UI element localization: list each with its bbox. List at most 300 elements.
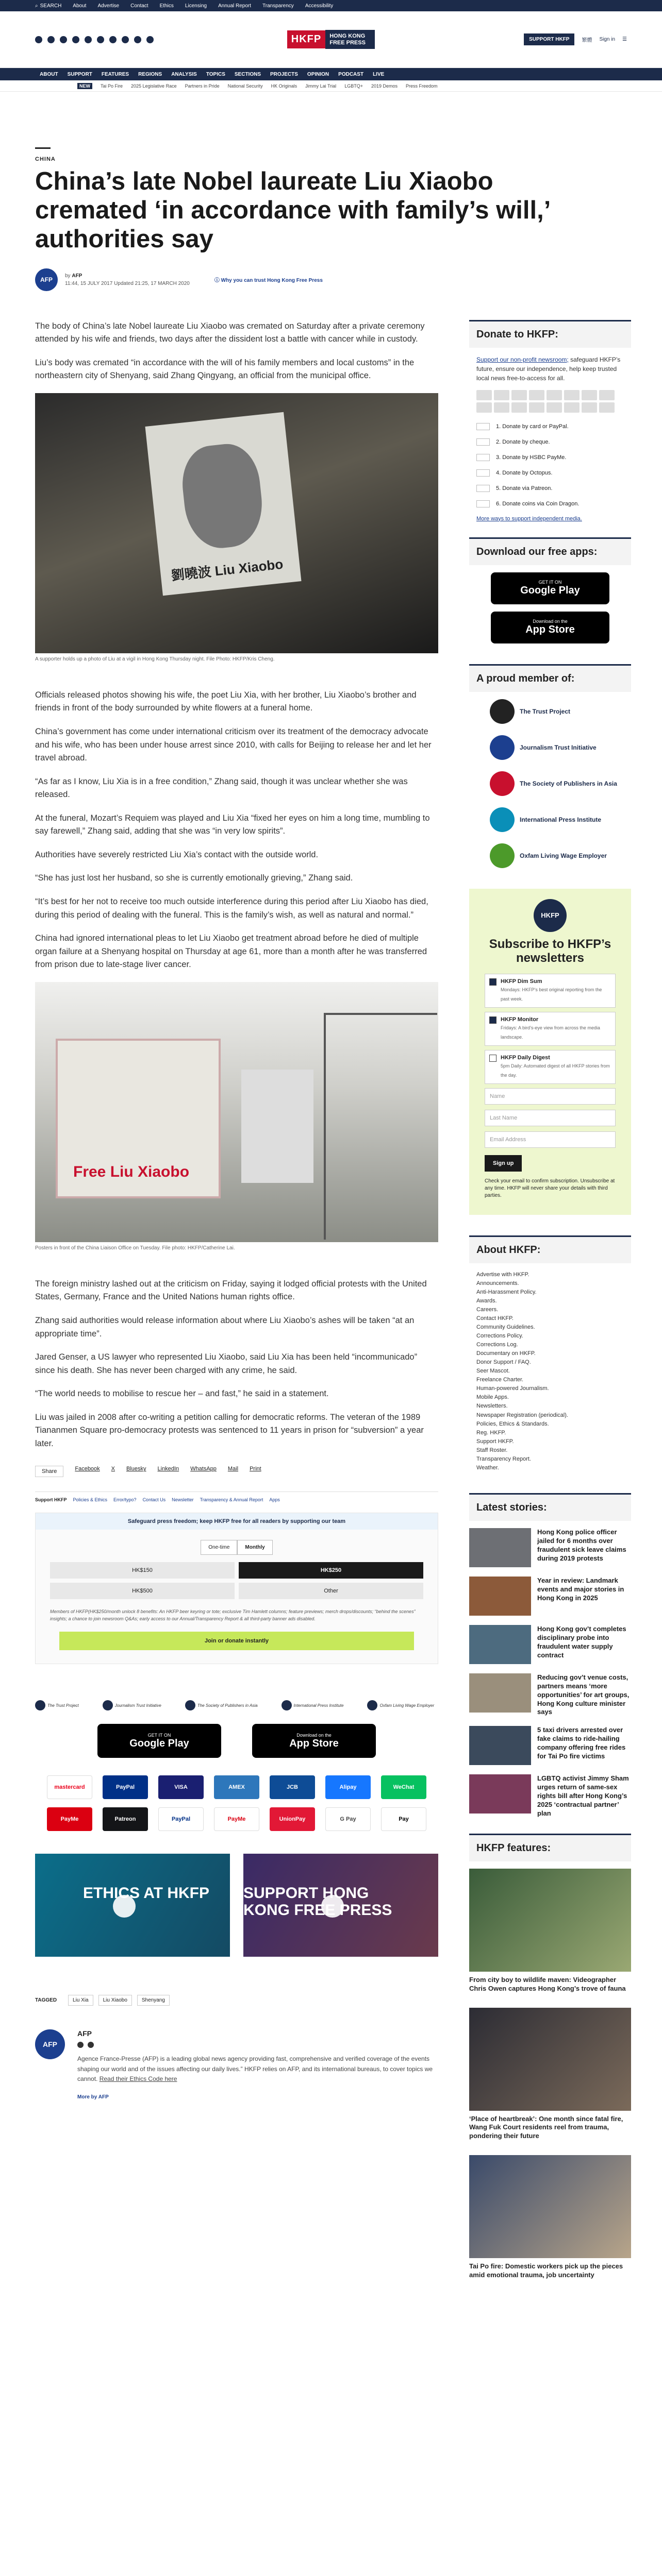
donate-method[interactable] — [476, 469, 631, 477]
member-name: The Trust Project — [520, 707, 571, 715]
portrait — [145, 412, 301, 596]
nav-analysis[interactable]: ANALYSIS — [171, 71, 197, 77]
about-link[interactable]: Careers. — [476, 1306, 499, 1313]
partner-icon — [282, 1700, 292, 1710]
payme-icon: PayMe — [214, 1807, 259, 1831]
site-logo[interactable] — [241, 30, 421, 48]
about-link[interactable]: Community Guidelines. — [476, 1324, 535, 1331]
story-thumb[interactable] — [469, 1528, 531, 1567]
sidebar-card-logos — [476, 390, 631, 413]
card-icon — [564, 390, 580, 400]
about-link[interactable]: Seer Mascot. — [476, 1368, 510, 1375]
paypal-icon: PayPal — [103, 1775, 148, 1799]
newsletter-option-desc: 5pm Daily: Automated digest of all HKFP stories from the day. — [501, 1063, 610, 1078]
youtube-icon[interactable] — [85, 36, 92, 43]
story-item[interactable] — [469, 1625, 631, 1664]
article-photo-posters — [35, 982, 438, 1242]
byline-meta — [65, 272, 190, 287]
card-icon — [494, 402, 509, 413]
amount-options — [50, 1562, 423, 1599]
nav-support[interactable]: SUPPORT — [67, 71, 92, 77]
util-licensing[interactable]: Licensing — [185, 3, 207, 9]
x-icon[interactable] — [88, 2042, 94, 2048]
article-body — [35, 320, 438, 2294]
about-link[interactable]: Freelance Charter. — [476, 1377, 524, 1383]
share-button[interactable]: Share — [35, 1466, 63, 1477]
card-icon — [494, 390, 509, 400]
newsletter-option-desc: Fridays: A bird’s-eye view from across the media landscape. — [501, 1025, 600, 1040]
paragraph: Officials released photos showing his wife, the poet Liu Xia, with her brother, Liu Xiaobo’s brother and friends in front of the body surrounded by white flowers at a funeral home. — [35, 690, 417, 713]
member-name: The Society of Publishers in Asia — [520, 779, 617, 787]
unionpay-icon: UnionPay — [270, 1807, 315, 1831]
paragraph: At the funeral, Mozart’s Requiem was played and Liu Xia “fixed her eyes on him a long time, mumbling to say farewell,” Zhang said, adding that she was “in very low spirits”. — [35, 813, 430, 836]
share-x[interactable]: X — [111, 1466, 115, 1472]
about-link[interactable]: Staff Roster. — [476, 1447, 508, 1453]
subnav-item[interactable]: HK Originals — [271, 83, 297, 89]
feature-item[interactable] — [469, 1869, 631, 1993]
about-link[interactable]: Human-powered Journalism. — [476, 1385, 549, 1392]
author-avatar[interactable]: AFP — [35, 268, 58, 291]
about-link[interactable]: Mobile Apps. — [476, 1394, 509, 1401]
story-headline[interactable]: LGBTQ activist Jimmy Sham urges return of same-sex rights bill after Hong Kong’s 2025 ‘contractual partner’ plan — [537, 1774, 629, 1817]
sopa-icon — [490, 771, 515, 796]
feature-headline[interactable]: Tai Po fire: Domestic workers pick up the pieces amid emotional trauma, job uncertainty — [469, 2262, 623, 2279]
promo-title: SUPPORT HONG KONG FREE PRESS — [243, 1885, 392, 1919]
amount-option-selected[interactable]: HK$250 — [239, 1562, 423, 1579]
about-link[interactable]: Corrections Policy. — [476, 1333, 523, 1340]
donate-method[interactable] — [476, 485, 631, 492]
join-donate-button[interactable]: Join or donate instantly — [59, 1632, 414, 1650]
member-logo[interactable] — [490, 735, 631, 760]
patreon-icon: Patreon — [103, 1807, 148, 1831]
promo-title: ETHICS AT HKFP — [83, 1885, 209, 1902]
trust-project-icon — [490, 699, 515, 724]
checkbox-checked[interactable] — [489, 1016, 496, 1024]
nav-live[interactable]: LIVE — [373, 71, 385, 77]
paragraph: Liu’s body was cremated “in accordance with the will of his family members and local customs” in the northeastern city of Shenyang, said Zhang Qingyang, an official from the municipal office. — [35, 358, 415, 381]
poster-text: Free Liu Xiaobo — [73, 1163, 190, 1180]
feature-thumb[interactable] — [469, 1869, 631, 1972]
story-thumb[interactable] — [469, 1774, 531, 1814]
about-link[interactable]: Anti-Harassment Policy. — [476, 1289, 537, 1295]
photo-caption: Posters in front of the China Liaison Office on Tuesday. File photo: HKFP/Catherine Lai. — [35, 1245, 235, 1251]
badge-small: GET IT ON — [538, 580, 562, 585]
signup-note: Check your email to confirm subscription. Unsubscribe at any time. HKFP will never share your details with third parties. — [485, 1178, 615, 1198]
policy-link[interactable]: Policies & Ethics — [73, 1497, 108, 1503]
about-link[interactable]: Newsletters. — [476, 1403, 508, 1410]
paragraph: Jared Genser, a US lawyer who represented Liu Xiaobo, said Liu Xia has been held “incommunicado” since his death. She has never been charged with any crime, he said. — [35, 1352, 418, 1375]
card-icon — [476, 390, 492, 400]
member-logos — [490, 699, 631, 868]
oxfam-icon — [490, 843, 515, 868]
paragraph: Liu was jailed in 2008 after co-writing a petition calling for democratic reforms. The veteran of the 1989 Tiananmen Square pro-democracy protests was sentenced to 11 years in prison for “subversion” a year later. — [35, 1412, 424, 1448]
donate-method[interactable] — [476, 454, 631, 461]
about-link[interactable]: Transparency Report. — [476, 1455, 531, 1462]
story-thumb[interactable] — [469, 1577, 531, 1616]
article-kicker[interactable]: CHINA — [35, 156, 56, 162]
donate-method-label: 5. Donate via Patreon. — [496, 485, 553, 492]
jti-icon — [490, 735, 515, 760]
checkbox[interactable] — [489, 1055, 496, 1062]
paragraph: China’s government has come under international criticism over its treatment of the democracy advocate and his wife, who has been under house arrest since 2010, with calls for Beijing to release her and let her travel abroad. — [35, 726, 432, 763]
paragraph: The body of China’s late Nobel laureate Liu Xiaobo was cremated on Saturday after a private ceremony attended by his wife and friends, two days after the dissident lost a battle with cancer while in custody. — [35, 321, 425, 344]
card-icon — [511, 390, 527, 400]
signin-link[interactable]: Sign in — [599, 37, 616, 42]
badge-small: GET IT ON — [147, 1732, 171, 1738]
sidebar-donate-title: Donate to HKFP: — [469, 320, 631, 348]
about-link[interactable]: Awards. — [476, 1297, 497, 1304]
badge-big: Google Play — [129, 1737, 189, 1749]
features-title: HKFP features: — [469, 1834, 631, 1861]
nav-regions[interactable]: REGIONS — [138, 71, 162, 77]
tags-label: TAGGED — [35, 1997, 57, 2004]
partner-logo[interactable] — [185, 1700, 258, 1710]
social-links — [35, 36, 241, 43]
paragraph: “It’s best for her not to receive too much outside interference during this period after Liu Xiaobo has died, during this period of dealing with the funeral. This is the family’s wish, as well as natural and normal.” — [35, 897, 428, 920]
newsletter-option[interactable] — [485, 1050, 616, 1084]
globe-icon[interactable] — [77, 2042, 84, 2048]
about-link[interactable]: Reg. HKFP. — [476, 1429, 506, 1436]
partner-icon — [35, 1700, 45, 1710]
support-hkfp-button[interactable]: SUPPORT HKFP — [524, 33, 574, 45]
feature-headline[interactable]: ‘Place of heartbreak’: One month since fatal fire, Wang Fuk Court residents reel from trauma, pondering their future — [469, 2114, 623, 2140]
nav-features[interactable]: FEATURES — [101, 71, 129, 77]
donate-method[interactable] — [476, 500, 631, 507]
feature-thumb[interactable] — [469, 2008, 631, 2111]
logo-words: HONG KONG FREE PRESS — [325, 30, 375, 48]
paragraph: The foreign ministry lashed out at the criticism on Friday, saying it lodged official protests with the United States, Germany, France and the United Nations human rights office. — [35, 1279, 427, 1302]
header-actions — [421, 33, 627, 45]
author-box-avatar[interactable]: AFP — [35, 2029, 65, 2059]
partner-icon — [103, 1700, 113, 1710]
story-item[interactable] — [469, 1774, 631, 1818]
linkedin-icon[interactable] — [134, 36, 141, 43]
partner-logo[interactable] — [103, 1700, 161, 1710]
jcb-icon: JCB — [270, 1775, 315, 1799]
story-item[interactable] — [469, 1673, 631, 1717]
util-search[interactable] — [35, 3, 61, 9]
badge-small: Download on the — [533, 619, 568, 624]
app-store-badge[interactable] — [252, 1724, 376, 1758]
sidebar-donate-intro — [476, 355, 631, 383]
member-name: Oxfam Living Wage Employer — [520, 852, 607, 859]
badge-small: Download on the — [296, 1732, 332, 1738]
card-icon — [529, 402, 544, 413]
donate-method-label: 4. Donate by Octopus. — [496, 469, 553, 476]
policy-link[interactable]: Contact Us — [142, 1497, 166, 1503]
story-thumb[interactable] — [469, 1726, 531, 1765]
partner-name: Journalism Trust Initiative — [114, 1703, 161, 1708]
partner-logos — [35, 1700, 438, 1710]
donate-inner — [36, 1530, 438, 1664]
google-play-badge[interactable] — [491, 572, 609, 604]
story-thumb[interactable] — [469, 1673, 531, 1713]
portrait-text: 劉曉波 Liu Xiaobo — [170, 556, 284, 584]
member-logo[interactable] — [490, 771, 631, 796]
donate-method[interactable] — [476, 438, 631, 446]
byline-author[interactable]: AFP — [72, 273, 82, 279]
article-photo-vigil — [35, 393, 438, 653]
partner-name: International Press Institute — [293, 1703, 344, 1708]
subnav-item[interactable]: Press Freedom — [405, 83, 438, 89]
member-logo[interactable] — [490, 807, 631, 832]
app-badges — [35, 1724, 438, 1758]
freq-monthly[interactable]: Monthly — [237, 1540, 272, 1555]
promo-support[interactable] — [243, 1854, 438, 1957]
tag[interactable]: Liu Xiaobo — [98, 1995, 132, 2006]
author-socials — [77, 2042, 438, 2048]
share-print[interactable]: Print — [250, 1466, 261, 1472]
latest-title: Latest stories: — [469, 1493, 631, 1521]
mastercard-icon: mastercard — [47, 1775, 92, 1799]
payme-icon: PayMe — [47, 1807, 92, 1831]
util-about[interactable]: About — [73, 3, 87, 9]
railing — [324, 1013, 437, 1240]
nav-podcast[interactable]: PODCAST — [338, 71, 364, 77]
signup-button[interactable]: Sign up — [485, 1155, 522, 1172]
kicker-rule — [35, 147, 51, 149]
payme-icon — [476, 454, 490, 461]
promo-ethics[interactable] — [35, 1854, 230, 1957]
about-link[interactable]: Advertise with HKFP. — [476, 1271, 529, 1278]
story-headline[interactable]: Reducing gov’t venue costs, partners means ‘more opportunities’ for art groups, Hong Kong culture minister says — [537, 1673, 630, 1716]
story-item[interactable] — [469, 1726, 631, 1765]
sidebar — [469, 320, 631, 2294]
promo-videos — [35, 1854, 438, 1957]
trust-link-label: Why you can trust Hong Kong Free Press — [221, 278, 323, 284]
article-header — [0, 92, 662, 291]
subnav-item[interactable]: 2019 Demos — [371, 83, 398, 89]
share-linkedin[interactable]: LinkedIn — [157, 1466, 179, 1472]
sub-nav — [0, 80, 662, 92]
about-link[interactable]: Weather. — [476, 1464, 499, 1471]
share-mail[interactable]: Mail — [227, 1466, 239, 1472]
portrait-face — [178, 441, 266, 552]
freq-one-time[interactable]: One-time — [201, 1540, 237, 1555]
member-logo[interactable] — [490, 843, 631, 868]
policy-support[interactable]: Support HKFP — [35, 1497, 67, 1503]
app-store-badge[interactable] — [491, 612, 609, 643]
about-link[interactable]: Donor Support / FAQ. — [476, 1359, 531, 1366]
about-link[interactable]: Newspaper Registration (periodical). — [476, 1412, 568, 1418]
badge-big: Google Play — [520, 585, 580, 597]
byline-by: by — [65, 273, 71, 279]
last-name-field[interactable]: Last Name — [485, 1110, 616, 1126]
trust-link[interactable]: ⓘ Why you can trust Hong Kong Free Press — [214, 278, 323, 284]
paragraph: “The world needs to mobilise to rescue her – and fast,” he said in a statement. — [35, 1389, 329, 1399]
policy-links — [35, 1492, 438, 1502]
sidebar-member-title: A proud member of: — [469, 664, 631, 692]
about-link[interactable]: Contact HKFP. — [476, 1315, 514, 1321]
sidebar-about-title: About HKFP: — [469, 1235, 631, 1263]
partner-logo[interactable] — [35, 1700, 79, 1710]
paragraph: “As far as I know, Liu Xia is in a free condition,” Zhang said, though it was unclear whether she was released. — [35, 776, 408, 800]
threads-icon[interactable] — [72, 36, 79, 43]
story-headline[interactable]: Hong Kong gov’t completes disciplinary probe into fraudulent water supply contract — [537, 1624, 626, 1659]
util-advertise[interactable]: Advertise — [97, 3, 120, 9]
partner-icon — [367, 1700, 377, 1710]
author-bio — [77, 2054, 438, 2084]
author-box — [35, 2029, 438, 2100]
name-field[interactable]: Name — [485, 1088, 616, 1105]
email-field[interactable]: Email Address — [485, 1131, 616, 1148]
newsletter-option[interactable] — [485, 1012, 616, 1046]
more-by-author[interactable]: More by AFP — [77, 2094, 109, 2100]
frequency-toggle — [50, 1540, 423, 1555]
poster-banner — [56, 1039, 221, 1198]
paypal-icon: PayPal — [158, 1807, 204, 1831]
partner-icon — [185, 1700, 195, 1710]
more-ways-link[interactable]: More ways to support independent media. — [476, 515, 582, 522]
nav-projects[interactable]: PROJECTS — [270, 71, 298, 77]
share-whatsapp[interactable]: WhatsApp — [190, 1466, 217, 1472]
card-icon — [599, 402, 615, 413]
author-ethics-link[interactable]: Read their Ethics Code here — [99, 2075, 177, 2082]
util-search-label: SEARCH — [40, 3, 62, 9]
policy-link[interactable]: Transparency & Annual Report — [200, 1497, 263, 1503]
visa-icon: VISA — [158, 1775, 204, 1799]
about-link[interactable]: Policies, Ethics & Standards. — [476, 1420, 549, 1427]
paragraph: China had ignored international pleas to let Liu Xiaobo get treatment abroad before he died of multiple organ failure at a Shenyang hospital on Thursday at age 61, more than a month after he was transferred from prison due to late-stage liver cancer. — [35, 934, 427, 970]
logo-mark: HKFP — [287, 30, 325, 48]
card-icon — [476, 402, 492, 413]
util-annual-report[interactable]: Annual Report — [218, 3, 252, 9]
story-headline[interactable]: Year in review: Landmark events and major stories in Hong Kong in 2025 — [537, 1576, 624, 1602]
share-bluesky[interactable]: Bluesky — [126, 1466, 146, 1472]
amex-icon: AMEX — [214, 1775, 259, 1799]
site-header — [0, 11, 662, 68]
telegram-icon[interactable] — [109, 36, 117, 43]
subnav-item[interactable]: Jimmy Lai Trial — [305, 83, 337, 89]
coin-icon — [476, 500, 490, 507]
policy-link[interactable]: Newsletter — [172, 1497, 194, 1503]
newsletter-option-desc: Mondays: HKFP’s best original reporting from the past week. — [501, 987, 602, 1002]
donate-method[interactable] — [476, 423, 631, 430]
card-icon — [599, 390, 615, 400]
donate-method-label: 6. Donate coins via Coin Dragon. — [496, 500, 580, 507]
member-logo[interactable] — [490, 699, 631, 724]
checkbox-checked[interactable] — [489, 978, 496, 986]
newsletter-option[interactable] — [485, 974, 616, 1008]
story-item[interactable] — [469, 1577, 631, 1616]
nav-topics[interactable]: TOPICS — [206, 71, 225, 77]
util-accessibility[interactable]: Accessibility — [305, 3, 334, 9]
subnav-item[interactable]: Tai Po Fire — [101, 83, 123, 89]
article-tags — [35, 1995, 438, 2006]
google-pay-icon: G Pay — [325, 1807, 371, 1831]
donate-method-label: 1. Donate by card or PayPal. — [496, 423, 569, 430]
amount-option[interactable]: HK$500 — [50, 1583, 235, 1599]
amount-other-input[interactable]: Other — [239, 1583, 423, 1599]
nav-sections[interactable]: SECTIONS — [234, 71, 261, 77]
donate-intro-link[interactable]: Support our non-profit newsroom; — [476, 355, 569, 363]
util-transparency[interactable]: Transparency — [262, 3, 294, 9]
menu-icon[interactable]: ☰ — [622, 37, 627, 42]
donate-note: Members of HKFP(HK$250/month unlock 8 benefits: An HKFP beer keyring or tote; exclusive Tim Hamlett columns; feature previews; merch drops/discounts; “behind the scenes” insights; a chance to join newsroom Q&As; early access to our Annual/Transparency Report & all third-party banner ads disabled. — [50, 1609, 416, 1621]
partner-logo[interactable] — [282, 1700, 344, 1710]
donate-widget — [35, 1513, 438, 1664]
google-play-badge[interactable] — [97, 1724, 221, 1758]
paragraph: “She has just lost her husband, so she is currently emotionally grieving,” Zhang said. — [35, 873, 353, 883]
feature-item[interactable] — [469, 2008, 631, 2141]
story-item[interactable] — [469, 1528, 631, 1567]
x-icon[interactable] — [47, 36, 55, 43]
nav-about[interactable]: ABOUT — [40, 71, 58, 77]
bluesky-icon[interactable] — [122, 36, 129, 43]
about-links — [476, 1270, 631, 1472]
donate-method-label: 3. Donate by HSBC PayMe. — [496, 454, 567, 461]
feature-thumb[interactable] — [469, 2155, 631, 2258]
partner-name: Oxfam Living Wage Employer — [379, 1703, 435, 1708]
share-facebook[interactable]: Facebook — [75, 1466, 100, 1472]
article-title: China’s late Nobel laureate Liu Xiaobo cremated ‘in accordance with family’s will,’ authorities say — [35, 167, 550, 253]
about-link[interactable]: Announcements. — [476, 1280, 519, 1286]
story-headline[interactable]: Hong Kong police officer jailed for 6 months over fraudulent sick leave claims during 2019 protests — [537, 1528, 626, 1562]
policy-link[interactable]: Apps — [269, 1497, 280, 1503]
partner-logo[interactable] — [367, 1700, 434, 1710]
payment-methods — [35, 1775, 438, 1831]
subnav-item[interactable]: LGBTQ+ — [344, 83, 363, 89]
card-icon — [582, 402, 597, 413]
alipay-icon: Alipay — [325, 1775, 371, 1799]
latest-stories — [469, 1493, 631, 1818]
card-icon — [547, 390, 562, 400]
author-box-name[interactable]: AFP — [77, 2029, 92, 2038]
subnav-item[interactable]: National Security — [227, 83, 263, 89]
subnav-item[interactable]: 2025 Legislative Race — [131, 83, 177, 89]
util-contact[interactable]: Contact — [130, 3, 148, 9]
tag[interactable]: Shenyang — [137, 1995, 170, 2006]
story-thumb[interactable] — [469, 1625, 531, 1664]
facebook-icon[interactable] — [35, 36, 42, 43]
about-link[interactable]: Support HKFP. — [476, 1438, 514, 1445]
nav-opinion[interactable]: OPINION — [307, 71, 329, 77]
whatsapp-icon[interactable] — [97, 36, 104, 43]
new-badge: NEW — [77, 83, 92, 89]
author-bio-text: Agence France-Presse (AFP) is a leading global news agency providing fast, comprehensive and verified coverage of the events shaping our world and of the issues affecting our daily lives.” HKFP relies on AFP, and its international bureaus, to cover topics we cannot. — [77, 2055, 433, 2082]
subnav-item[interactable]: Partners in Pride — [185, 83, 220, 89]
tag[interactable]: Liu Xia — [68, 1995, 93, 2006]
card-icon — [529, 390, 544, 400]
donate-banner[interactable]: Safeguard press freedom; keep HKFP free for all readers by supporting our team — [36, 1513, 438, 1530]
partner-name: The Trust Project — [47, 1703, 79, 1708]
donate-method-label: 2. Donate by cheque. — [496, 438, 550, 445]
feature-item[interactable] — [469, 2155, 631, 2280]
about-link[interactable]: Corrections Log. — [476, 1342, 518, 1348]
language-toggle[interactable]: 繁體 — [582, 38, 592, 43]
story-headline[interactable]: 5 taxi drivers arrested over fake claims to ride-hailing company offering free rides for Tai Po fire victims — [537, 1726, 626, 1760]
ipi-icon — [490, 807, 515, 832]
byline-dates: 11:44, 15 JULY 2017 Updated 21:25, 17 MARCH 2020 — [65, 280, 190, 286]
member-name: Journalism Trust Initiative — [520, 743, 597, 751]
instagram-icon[interactable] — [60, 36, 67, 43]
amount-option[interactable]: HK$150 — [50, 1562, 235, 1579]
cheque-icon — [476, 438, 490, 446]
newsletter-title: Subscribe to HKFP’s newsletters — [489, 937, 611, 965]
about-link[interactable]: Documentary on HKFP. — [476, 1350, 536, 1357]
donate-methods — [476, 423, 631, 507]
apple-pay-icon: Pay — [381, 1807, 426, 1831]
page-body — [0, 320, 662, 2294]
policy-link[interactable]: Error/typo? — [113, 1497, 137, 1503]
byline — [35, 268, 627, 291]
feature-headline[interactable]: From city boy to wildlife maven: Videographer Chris Owen captures Hong Kong’s trove of fauna — [469, 1975, 626, 1992]
wechat-pay-icon: WeChat — [381, 1775, 426, 1799]
card-icon — [582, 390, 597, 400]
rss-icon[interactable] — [146, 36, 154, 43]
photo-caption: A supporter holds up a photo of Liu at a vigil in Hong Kong Thursday night. File Photo: HKFP/Kris Cheng. — [35, 656, 275, 662]
util-ethics[interactable]: Ethics — [159, 3, 174, 9]
